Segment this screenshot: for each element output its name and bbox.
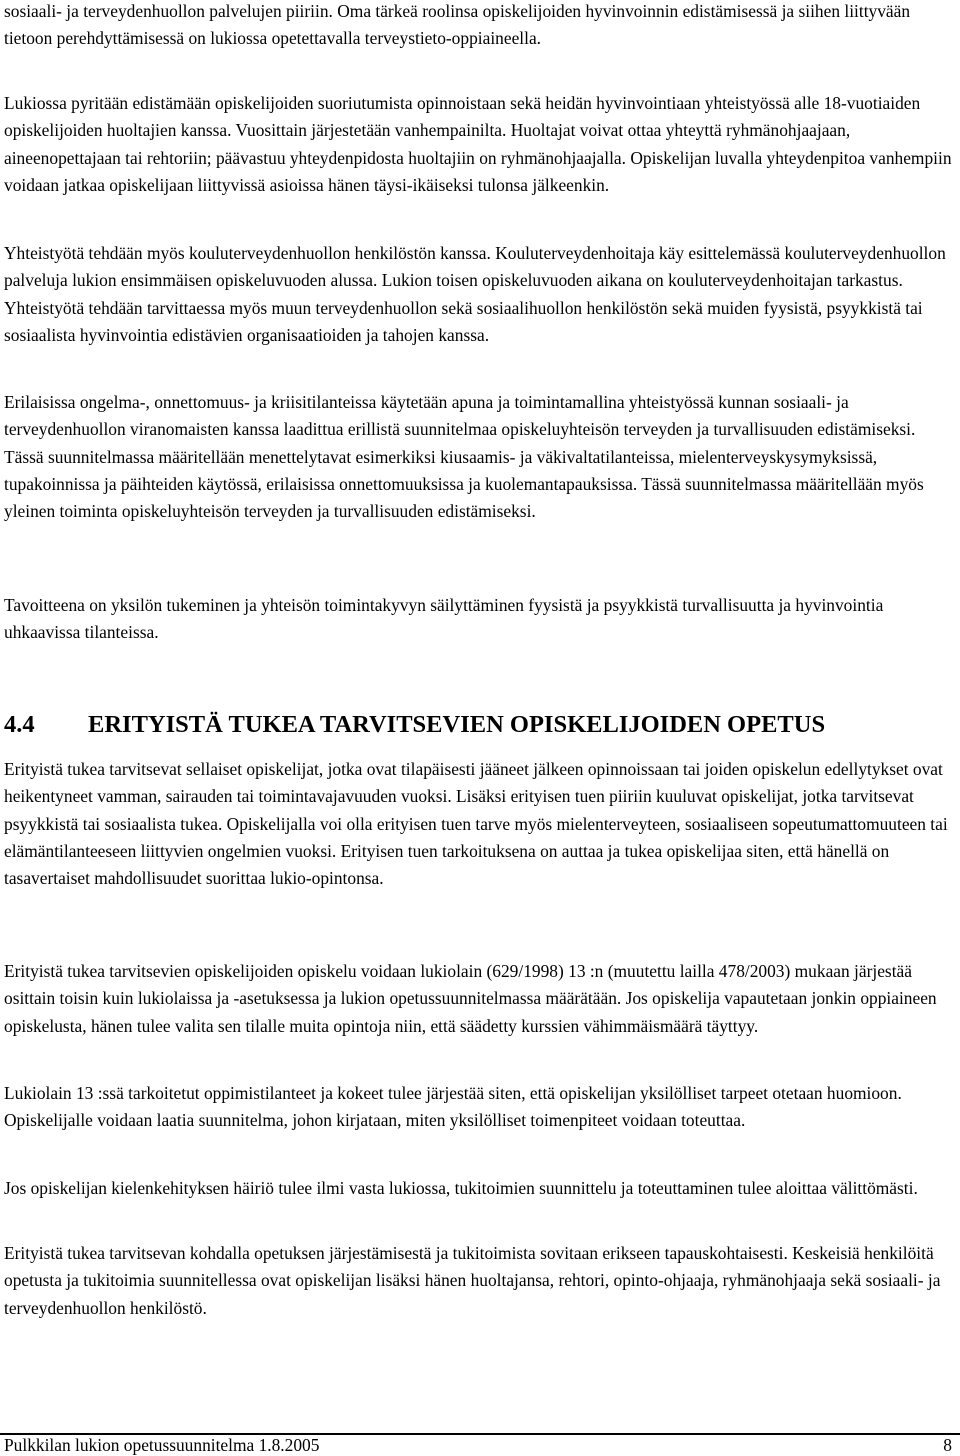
paragraph: Erityistä tukea tarvitsevan kohdalla opetuksen järjestämisestä ja tukitoimista sovitaan erikseen tapauskohtaisesti. Keskeisiä henkilöitä opetusta ja tukitoimia suunnitellessa ovat opiskelijan lisäksi hänen huoltajansa, rehtori, opinto-ohjaaja, ryhmänohjaaja sekä sosiaali- ja terveydenhuollon henkilöstö.: [4, 1243, 941, 1318]
paragraph: Lukiossa pyritään edistämään opiskelijoiden suoriutumista opinnoistaan sekä heidän hyvinvointiaan yhteistyössä alle 18-vuotiaiden opiskelijoiden huoltajien kanssa. Vuosittain järjestetään vanhempainilta. Huoltajat voivat ottaa yhteyttä ryhmänohjaajaan, aineenopettajaan tai rehtoriin; päävastuu yhteydenpidosta huoltajiin on ryhmänohjaajalla. Opiskelijan luvalla yhteydenpitoa vanhempiin voidaan jatkaa opiskelijaan liittyvissä asioissa hänen täysi-ikäiseksi tulonsa jälkeenkin.: [4, 93, 952, 195]
footer-document-title: Pulkkilan lukion opetussuunnitelma 1.8.2005: [4, 1435, 320, 1455]
paragraph: Erilaisissa ongelma-, onnettomuus- ja kriisitilanteissa käytetään apuna ja toimintamallina yhteistyössä kunnan sosiaali- ja terveydenhuollon viranomaisten kanssa laadittua erillistä suunnitelmaa opiskeluyhteisön terveyden ja turvallisuuden edistämiseksi. Tässä suunnitelmassa määritellään menettelytavat esimerkiksi kiusaamis- ja väkivaltatilanteissa, mielenterveyskysymyksissä, tupakoinnissa ja päihteiden käytössä, erilaisissa onnettomuuksissa ja kuolemantapauksissa. Tässä suunnitelmassa määritellään myös yleinen toiminta opiskeluyhteisön terveyden ja turvallisuuden edistämiseksi.: [4, 392, 924, 522]
section-heading: [4, 708, 825, 742]
paragraph: Yhteistyötä tehdään myös kouluterveydenhuollon henkilöstön kanssa. Kouluterveydenhoitaja käy esittelemässä kouluterveydenhuollon palveluja lukion ensimmäisen opiskeluvuoden alussa. Lukion toisen opiskeluvuoden aikana on kouluterveydenhoitajan tarkastus. Yhteistyötä tehdään tarvittaessa myös muun terveydenhuollon sekä sosiaalihuollon henkilöstön sekä muiden fyysistä, psyykkistä tai sosiaalista hyvinvointia edistävien organisaatioiden ja tahojen kanssa.: [4, 243, 946, 345]
section-title: ERITYISTÄ TUKEA TARVITSEVIEN OPISKELIJOIDEN OPETUS: [88, 711, 826, 738]
paragraph: Erityistä tukea tarvitsevien opiskelijoiden opiskelu voidaan lukiolain (629/1998) 13 :n (muutettu lailla 478/2003) mukaan järjestää osittain toisin kuin lukiolaissa ja -asetuksessa ja lukion opetussuunnitelmassa määrätään. Jos opiskelija vapautetaan jonkin oppiaineen opiskelusta, hänen tulee valita sen tilalle muita opintoja niin, että säädetty kurssien vähimmäismäärä täyttyy.: [4, 961, 937, 1036]
paragraph: Erityistä tukea tarvitsevat sellaiset opiskelijat, jotka ovat tilapäisesti jääneet jälkeen opinnoissaan tai joiden opiskelun edellytykset ovat heikentyneet vamman, sairauden tai toimintavajavuuden vuoksi. Lisäksi erityisen tuen piiriin kuuluvat opiskelijat, jotka tarvitsevat psyykkistä tai sosiaalista tukea. Opiskelijalla voi olla erityisen tuen tarve myös mielenterveyteen, sosiaaliseen sopeutumattomuuteen tai elämäntilanteeseen liittyvien ongelmien vuoksi. Erityisen tuen tarkoituksena on auttaa ja tukea opiskelijaa siten, että hänellä on tasavertaiset mahdollisuudet suorittaa lukio-opintonsa.: [4, 759, 948, 889]
paragraph: Lukiolain 13 :ssä tarkoitetut oppimistilanteet ja kokeet tulee järjestää siten, että opiskelijan yksilölliset tarpeet otetaan huomioon. Opiskelijalle voidaan laatia suunnitelma, johon kirjataan, miten yksilölliset toimenpiteet voidaan toteuttaa.: [4, 1083, 902, 1131]
paragraph: Tavoitteena on yksilön tukeminen ja yhteisön toimintakyvyn säilyttäminen fyysistä ja psyykkistä turvallisuutta ja hyvinvointia uhkaavissa tilanteissa.: [4, 595, 884, 643]
page-number: 8: [943, 1435, 952, 1455]
paragraph: Jos opiskelijan kielenkehityksen häiriö tulee ilmi vasta lukiossa, tukitoimien suunnittelu ja toteuttaminen tulee aloittaa välittömästi.: [4, 1178, 918, 1198]
section-number: 4.4: [4, 711, 35, 738]
paragraph: sosiaali- ja terveydenhuollon palvelujen piiriin. Oma tärkeä roolinsa opiskelijoiden hyvinvoinnin edistämisessä ja siihen liittyvään tietoon perehdyttämisessä on lukiossa opetettavalla terveystieto-oppiaineella.: [4, 1, 911, 49]
